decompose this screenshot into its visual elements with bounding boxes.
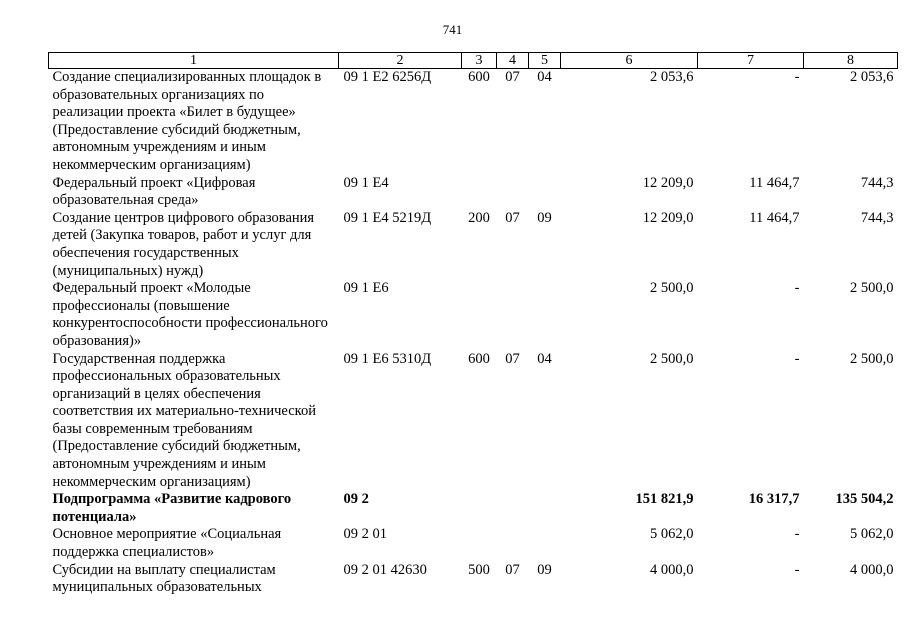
table-header-row (49, 53, 898, 69)
budget-table (48, 52, 898, 597)
row-col7-cell: - (794, 280, 800, 297)
row-col3-cell (462, 175, 497, 210)
row-code-cell: 09 1 E6 5310Д (343, 350, 432, 367)
column-header: 8 (804, 53, 898, 69)
row-col4-cell (497, 175, 529, 210)
row-col8-cell: 2 500,0 (850, 280, 894, 297)
row-col5-cell: 04 (537, 69, 552, 85)
row-col7-cell: 11 464,7 (749, 174, 800, 191)
row-col4-cell: 07 (505, 209, 520, 226)
row-col5-cell (529, 526, 561, 561)
row-col5-cell (529, 175, 561, 210)
row-col3-cell (462, 491, 497, 526)
row-code-cell: 09 1 E6 (343, 280, 389, 297)
column-header: 4 (497, 53, 529, 69)
row-code-cell: 09 2 (343, 491, 369, 508)
row-col3-cell: 200 (468, 209, 490, 226)
table-row (49, 562, 898, 597)
row-col3-cell: 600 (468, 350, 490, 367)
row-col4-cell (497, 526, 529, 561)
column-header: 2 (339, 53, 462, 69)
row-col3-cell (462, 526, 497, 561)
column-header: 3 (462, 53, 497, 69)
row-name-cell: Федеральный проект «Цифровая образовательная среда» (52, 174, 256, 209)
row-col8-cell: 4 000,0 (850, 561, 894, 578)
row-col6-cell: 2 053,6 (650, 69, 694, 85)
row-col5-cell: 09 (537, 209, 552, 226)
column-header: 7 (698, 53, 804, 69)
column-header: 5 (529, 53, 561, 69)
row-col8-cell: 744,3 (860, 209, 894, 226)
row-col4-cell: 07 (505, 69, 520, 85)
row-col3-cell: 600 (468, 69, 490, 85)
table-body (49, 69, 898, 597)
page-number: 741 (442, 22, 463, 37)
row-col3-cell (462, 280, 497, 350)
table-row (49, 175, 898, 210)
column-header: 6 (561, 53, 698, 69)
row-col4-cell: 07 (505, 561, 520, 578)
row-name-cell: Субсидии на выплату специалистам муниципальных образовательных (52, 561, 276, 596)
row-name-cell: Федеральный проект «Молодые профессионалы (повышение конкурентоспособности профессионального образования)» (52, 280, 328, 349)
row-col5-cell (529, 491, 561, 526)
row-col6-cell: 4 000,0 (650, 561, 694, 578)
column-header: 1 (49, 53, 339, 69)
row-col7-cell: - (794, 526, 800, 543)
row-col5-cell: 09 (537, 561, 552, 578)
row-col7-cell: - (794, 69, 800, 85)
row-col3-cell: 500 (468, 561, 490, 578)
row-col8-cell: 744,3 (860, 174, 894, 191)
row-name-cell: Создание специализированных площадок в образовательных организациях по реализации проекта «Билет в будущее» (Предоставление субсидий бюджетным, автономным учреждениям и иным некоммерческим организациям) (52, 69, 322, 173)
table-row (49, 491, 898, 526)
row-col5-cell: 04 (537, 350, 552, 367)
table-row (49, 280, 898, 350)
row-col8-cell: 5 062,0 (850, 526, 894, 543)
row-code-cell: 09 2 01 42630 (343, 561, 427, 578)
row-col6-cell: 12 209,0 (642, 209, 694, 226)
table-row (49, 69, 898, 175)
row-col8-cell: 135 504,2 (835, 491, 894, 508)
row-code-cell: 09 1 E2 6256Д (343, 69, 432, 85)
row-col4-cell (497, 280, 529, 350)
table-row (49, 351, 898, 492)
row-col6-cell: 151 821,9 (635, 491, 694, 508)
row-col5-cell (529, 280, 561, 350)
row-col6-cell: 12 209,0 (642, 174, 694, 191)
row-col7-cell: 16 317,7 (748, 491, 800, 508)
row-name-cell: Государственная поддержка профессиональных образовательных организаций в целях обеспечения соответствия их материально-технической базы современным требованиям (Предоставление субсидий бюджетным, автономным учреждениям и иным некоммерческим организациям) (52, 350, 316, 490)
row-col7-cell: 11 464,7 (749, 209, 800, 226)
row-col7-cell: - (794, 561, 800, 578)
row-col6-cell: 5 062,0 (650, 526, 694, 543)
row-col7-cell: - (794, 350, 800, 367)
row-code-cell: 09 1 E4 5219Д (343, 209, 432, 226)
row-col6-cell: 2 500,0 (650, 280, 694, 297)
row-col4-cell: 07 (505, 350, 520, 367)
row-name-cell: Основное мероприятие «Социальная поддержка специалистов» (52, 526, 282, 561)
row-col8-cell: 2 500,0 (850, 350, 894, 367)
row-col6-cell: 2 500,0 (650, 350, 694, 367)
row-col4-cell (497, 491, 529, 526)
table-row (49, 526, 898, 561)
row-name-cell: Создание центров цифрового образования детей (Закупка товаров, работ и услуг для обеспечения государственных (муниципальных) нужд) (52, 209, 315, 279)
row-code-cell: 09 1 E4 (343, 174, 389, 191)
table-row (49, 210, 898, 280)
row-code-cell: 09 2 01 (343, 526, 387, 543)
row-col8-cell: 2 053,6 (850, 69, 894, 85)
row-name-cell: Подпрограмма «Развитие кадрового потенциала» (52, 491, 292, 525)
